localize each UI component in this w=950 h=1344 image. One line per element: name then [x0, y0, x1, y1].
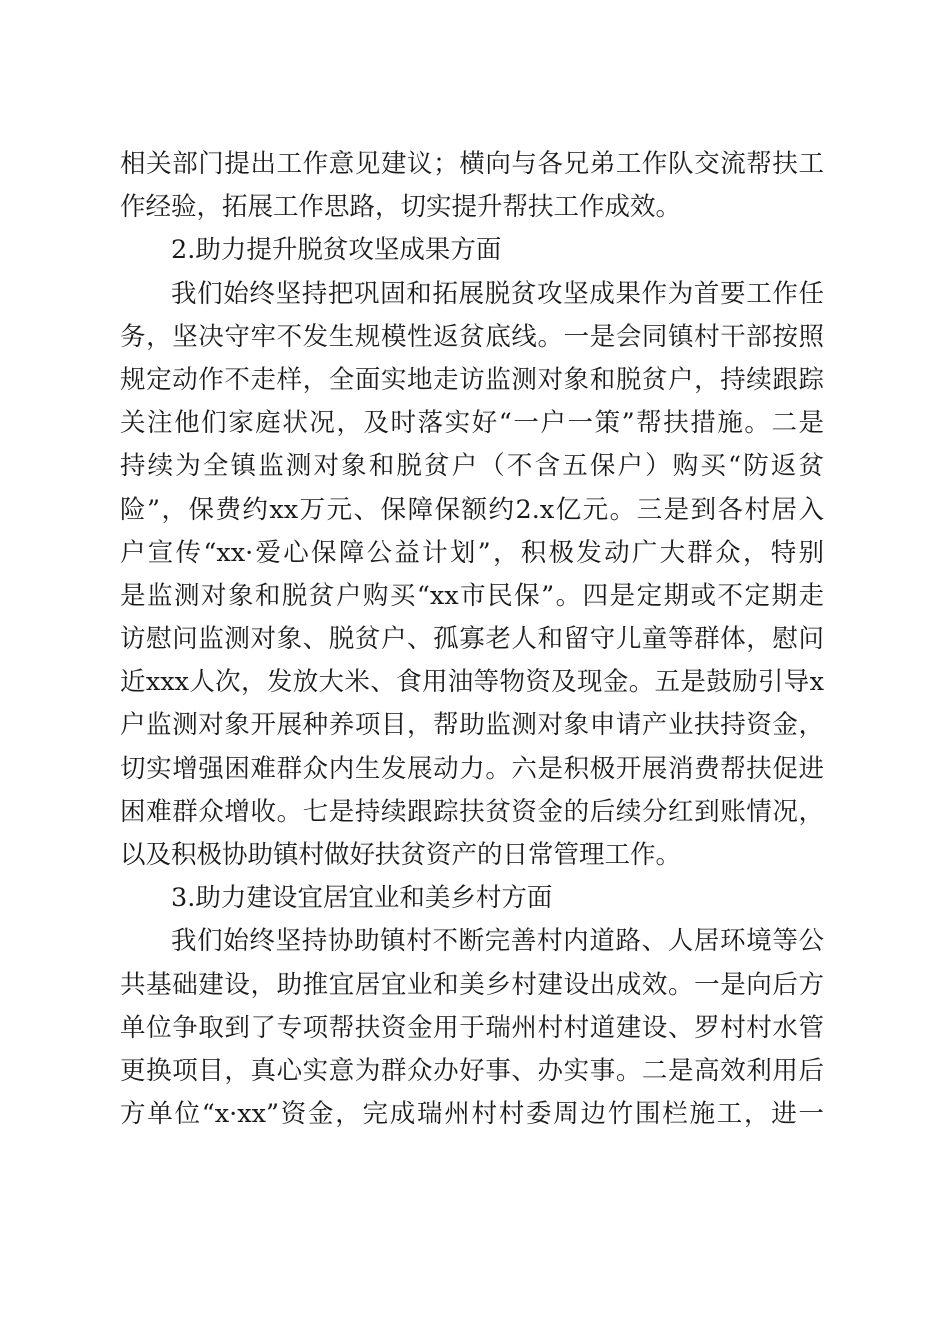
- text-line: 持续为全镇监测对象和脱贫户（不含五保户）购买“防返贫: [120, 451, 824, 482]
- text-line: 近xxx人次，发放大米、食用油等物资及现金。五是鼓励引导x: [120, 667, 824, 698]
- text-line: 户宣传“xx·爱心保障公益计划”，积极发动广大群众，特别: [120, 537, 824, 568]
- text-line: 更换项目，真心实意为群众办好事、办实事。二是高效利用后: [120, 1055, 824, 1086]
- section-heading: 3.助力建设宜居宜业和美乡村方面: [171, 883, 553, 914]
- text-line: 户监测对象开展种养项目，帮助监测对象申请产业扶持资金，: [120, 710, 824, 741]
- text-line: 以及积极协助镇村做好扶贫资产的日常管理工作。: [120, 840, 682, 870]
- text-line: 规定动作不走样，全面实地走访监测对象和脱贫户，持续跟踪: [120, 364, 824, 395]
- text-line: 困难群众增收。七是持续跟踪扶贫资金的后续分红到账情况，: [120, 796, 824, 827]
- text-line: 相关部门提出工作意见建议；横向与各兄弟工作队交流帮扶工: [120, 149, 824, 179]
- text-line: 我们始终坚持协助镇村不断完善村内道路、人居环境等公: [171, 926, 824, 957]
- text-line: 险”，保费约xx万元、保障保额约2.x亿元。三是到各村居入: [120, 494, 824, 525]
- section-heading: 2.助力提升脱贫攻坚成果方面: [171, 235, 502, 266]
- text-line: 访慰问监测对象、脱贫户、孤寡老人和留守儿童等群体，慰问: [120, 624, 824, 655]
- text-line: 我们始终坚持把巩固和拓展脱贫攻坚成果作为首要工作任: [171, 278, 824, 309]
- text-line: 关注他们家庭状况，及时落实好“一户一策”帮扶措施。二是: [120, 408, 824, 439]
- text-line: 切实增强困难群众内生发展动力。六是积极开展消费帮扶促进: [120, 753, 824, 784]
- text-line: 是监测对象和脱贫户购买“xx市民保”。四是定期或不定期走: [120, 580, 824, 611]
- text-line: 单位争取到了专项帮扶资金用于瑞州村村道建设、罗村村水管: [120, 1012, 824, 1043]
- text-line: 共基础建设，助推宜居宜业和美乡村建设出成效。一是向后方: [120, 969, 824, 1000]
- document-body: [120, 143, 824, 1136]
- text-line: 作经验，拓展工作思路，切实提升帮扶工作成效。: [120, 192, 682, 223]
- text-line: 方单位“x·xx”资金，完成瑞州村村委周边竹围栏施工，进一: [120, 1099, 824, 1130]
- text-line: 务，坚决守牢不发生规模性返贫底线。一是会同镇村干部按照: [120, 321, 824, 352]
